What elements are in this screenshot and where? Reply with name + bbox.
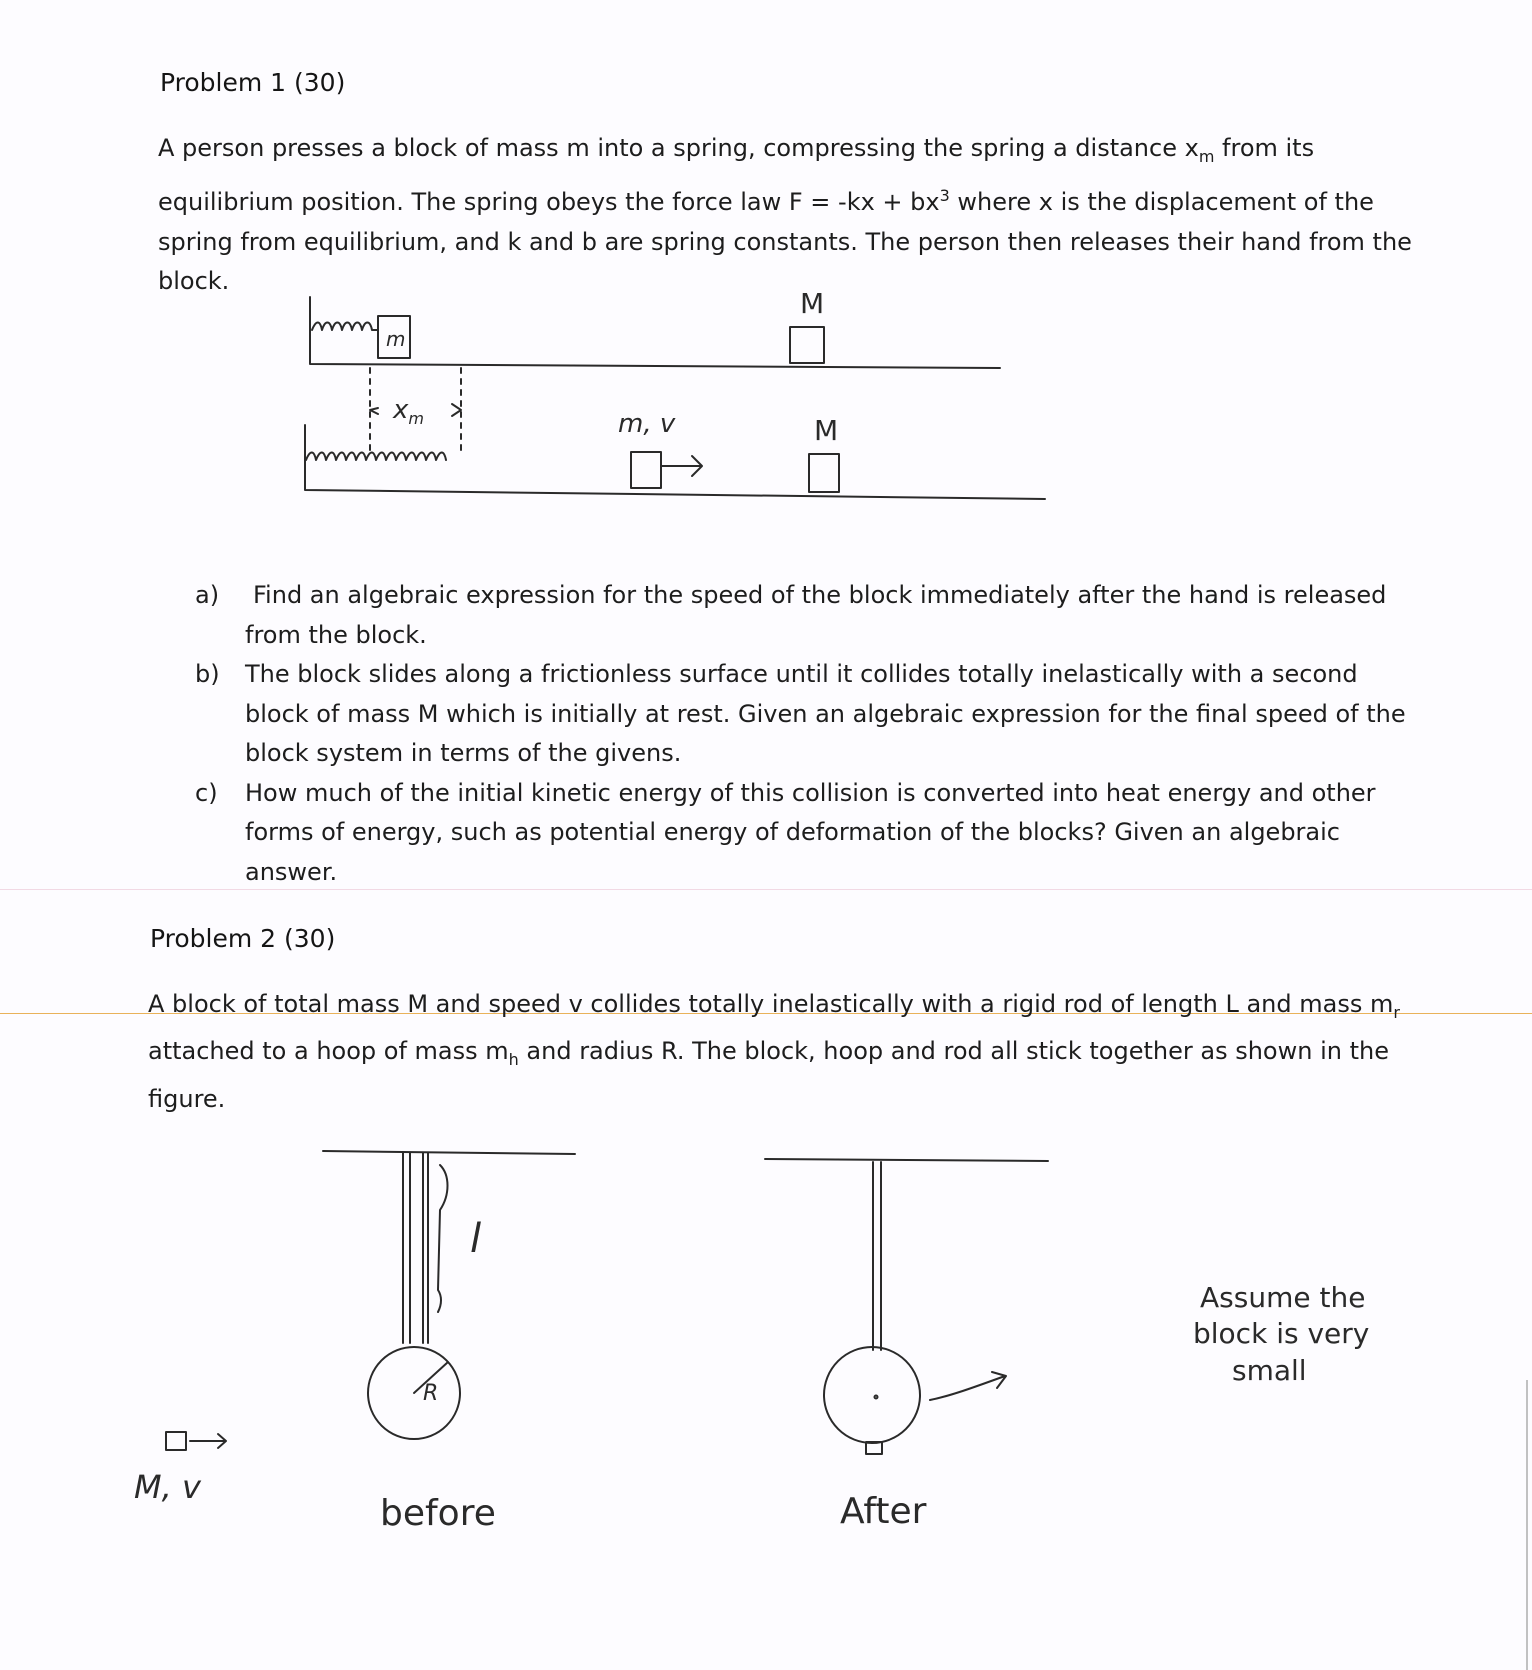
statement-line: attached to a hoop of mass m [148,1037,509,1066]
subscript: h [508,1050,519,1070]
statement-line: equilibrium position. The spring obeys the force law F = -kx + bx [158,188,940,217]
block-label: M, v [134,1468,201,1506]
note-line-3: small [1232,1354,1307,1387]
statement-line: from its [1214,134,1315,162]
compression-label: $x_m$ [393,395,424,428]
question-line: Find an algebraic expression for the speed of the block immediately after the hand is released [253,581,1387,609]
subscript: r [1393,1002,1400,1022]
before-label: before [380,1493,496,1534]
rotation-arrow [930,1372,1006,1400]
question-label: b) [195,660,220,688]
rod-length-label: l [470,1216,482,1262]
radius-label: R [423,1381,439,1406]
ceiling-line [765,1159,1048,1161]
statement-line: and radius R. The block, hoop and rod all stick together as shown in the [518,1037,1389,1066]
problem-2-title: Problem 2 (30) [150,924,336,953]
statement-line: spring from equilibrium, and k and b are spring constants. The person then releases their hand from the [158,227,1412,256]
block-m-label: m [386,327,406,351]
after-label: After [840,1491,927,1532]
statement-line: A person presses a block of mass m into a spring, compressing the spring a distance x [158,134,1199,162]
superscript: 3 [939,186,950,206]
problem-1-title: Problem 1 (30) [160,68,346,97]
question-label: c) [195,778,218,807]
length-brace [438,1165,448,1312]
mass-M-label-top: M [800,287,825,320]
note-line-2: block is very [1193,1317,1370,1350]
question-line: block system in terms of the givens. [245,739,682,767]
block-velocity-arrow [190,1434,226,1448]
statement-line: figure. [148,1084,226,1113]
subscript: m [1198,146,1215,166]
ceiling-line [323,1151,575,1154]
question-line: How much of the initial kinetic energy of this collision is converted into heat energy and other [245,778,1376,807]
question-line: forms of energy, such as potential energy of deformation of the blocks? Given an algebraic [245,818,1340,846]
statement-line: A block of total mass M and speed v collides totally inelastically with a rigid rod of length L and mass m [148,990,1394,1018]
question-line: block of mass M which is initially at rest. Given an algebraic expression for the final speed of the [245,699,1406,728]
question-line: The block slides along a frictionless surface until it collides totally inelastically with a second [245,660,1358,688]
rod-after [873,1162,881,1350]
statement-line: where x is the displacement of the [949,188,1374,217]
rod-before [403,1153,428,1343]
question-line: answer. [245,857,338,886]
small-block [166,1432,186,1450]
note-line-1: Assume the [1200,1281,1366,1314]
hoop-after [824,1347,920,1443]
question-label: a) [195,581,220,609]
moving-block-label: m, v [618,409,676,439]
question-line: from the block. [245,620,427,649]
statement-line: block. [158,267,230,296]
hoop-center-dot [875,1396,878,1399]
mass-M-label-bottom: M [814,414,839,447]
